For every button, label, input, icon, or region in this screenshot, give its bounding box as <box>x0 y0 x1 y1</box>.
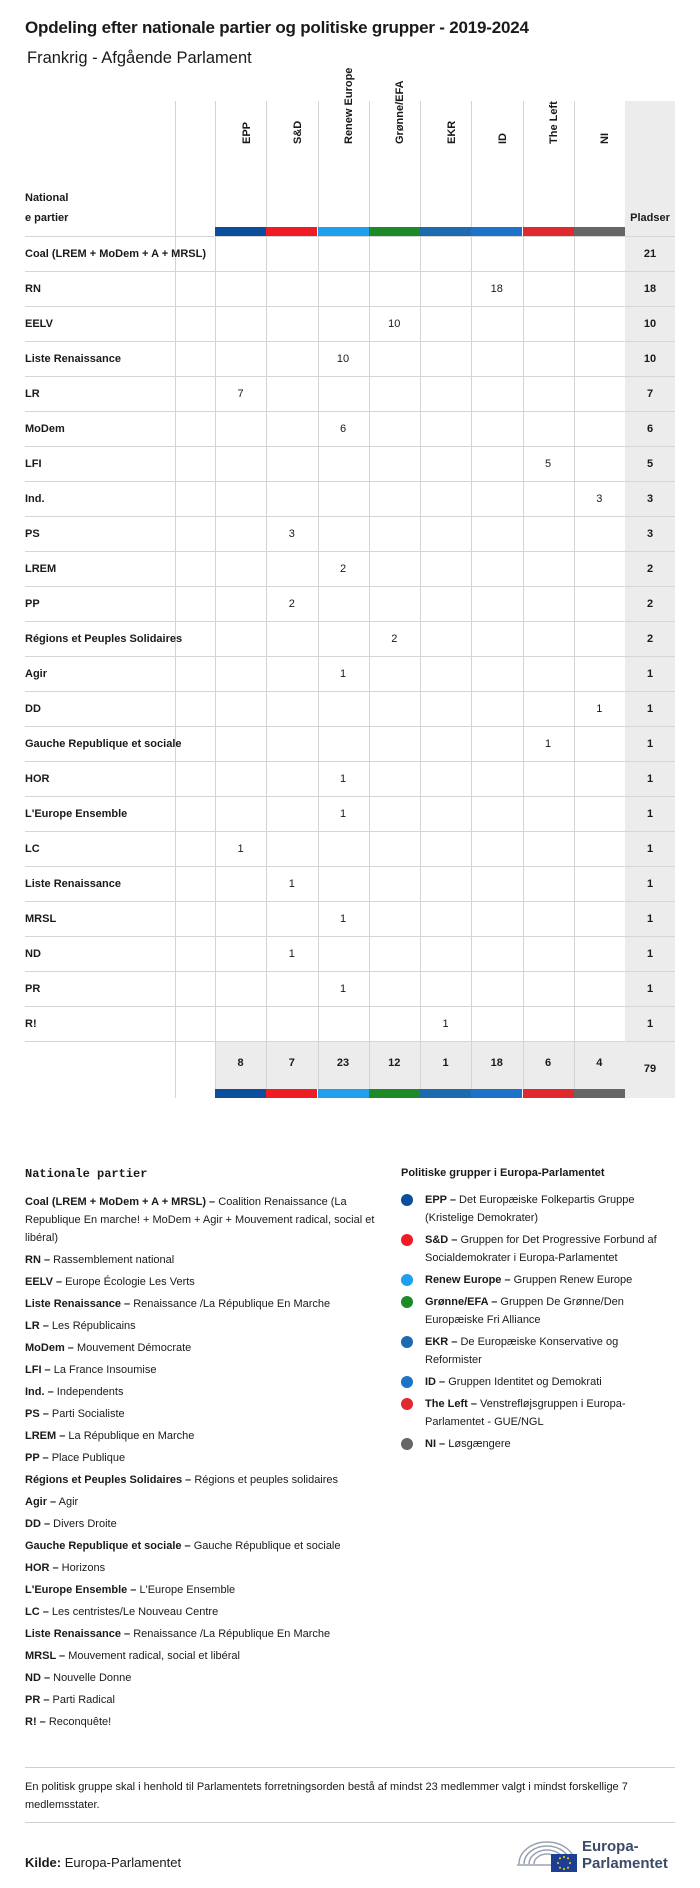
party-name: MoDem <box>25 423 65 435</box>
group-color-bar <box>215 227 266 236</box>
legend-desc: Independents <box>53 1386 124 1398</box>
table-row <box>25 622 675 657</box>
group-legend-item <box>401 1395 676 1431</box>
legend-abbr: NI – <box>425 1438 446 1450</box>
party-name: MRSL <box>25 913 57 925</box>
group-header <box>266 101 317 227</box>
legend-abbr: L'Europe Ensemble – <box>25 1584 137 1596</box>
party-name: LC <box>25 843 40 855</box>
legend-abbr: LFI – <box>25 1364 51 1376</box>
national-legend-item <box>25 1647 380 1665</box>
group-header <box>420 101 471 227</box>
seat-cell: 5 <box>544 458 552 470</box>
national-legend-item <box>25 1273 380 1291</box>
group-header-label: NI <box>599 133 612 144</box>
group-color-dot-icon <box>401 1296 413 1308</box>
seat-cell: 1 <box>339 808 347 820</box>
row-total-seats: 6 <box>646 423 654 435</box>
party-name: LFI <box>25 458 42 470</box>
group-color-dot-icon <box>401 1194 413 1206</box>
legend-desc: Parti Radical <box>49 1694 115 1706</box>
groups-legend-title: Politiske grupper i Europa-Parlamentet <box>401 1167 605 1179</box>
seat-cell: 1 <box>339 983 347 995</box>
group-legend-item <box>401 1293 676 1329</box>
national-legend-item <box>25 1669 380 1687</box>
group-legend-item <box>401 1231 676 1267</box>
legend-abbr: Coal (LREM + MoDem + A + MRSL) – <box>25 1196 216 1208</box>
group-legend-item <box>401 1333 676 1369</box>
group-color-bar <box>266 227 317 236</box>
table-row <box>25 1007 675 1042</box>
party-name: HOR <box>25 773 50 785</box>
ep-hemicycle-icon <box>515 1834 579 1874</box>
group-color-bar-bottom <box>523 1089 574 1098</box>
seat-cell: 6 <box>339 423 347 435</box>
group-color-bar <box>574 227 625 236</box>
row-total-seats: 1 <box>646 703 654 715</box>
table-row <box>25 727 675 762</box>
row-total-seats: 18 <box>643 283 657 295</box>
row-total-seats: 3 <box>646 493 654 505</box>
table-row <box>25 237 675 272</box>
legend-abbr: MRSL – <box>25 1650 66 1662</box>
national-legend-item <box>25 1713 380 1731</box>
group-header <box>471 101 522 227</box>
table-row <box>25 377 675 412</box>
legend-abbr: Gauche Republique et sociale – <box>25 1540 191 1552</box>
group-total: 23 <box>336 1057 350 1069</box>
row-total-seats: 10 <box>643 318 657 330</box>
party-name: Ind. <box>25 493 45 505</box>
table-row <box>25 902 675 937</box>
group-header-label: S&D <box>291 120 304 144</box>
legend-desc: Régions et peuples solidaires <box>191 1474 339 1486</box>
legend-abbr: ID – <box>425 1376 446 1388</box>
party-name: Gauche Republique et sociale <box>25 738 182 750</box>
seat-cell: 1 <box>339 668 347 680</box>
group-color-bar-bottom <box>266 1089 317 1098</box>
national-legend-item <box>25 1427 380 1445</box>
group-color-bar <box>471 227 522 236</box>
groups-legend <box>401 1167 676 1457</box>
table-row <box>25 587 675 622</box>
table-row <box>25 832 675 867</box>
legend-desc: Nouvelle Donne <box>50 1672 132 1684</box>
national-parties-header: National e partier <box>25 192 69 224</box>
page-subtitle: Frankrig - Afgående Parlament <box>27 49 252 67</box>
legend-abbr: PS – <box>25 1408 49 1420</box>
table-row <box>25 762 675 797</box>
legend-abbr: S&D – <box>425 1234 458 1246</box>
group-color-dot-icon <box>401 1336 413 1348</box>
table-row <box>25 517 675 552</box>
legend-abbr: DD – <box>25 1518 51 1530</box>
party-name: Coal (LREM + MoDem + A + MRSL) <box>25 248 207 260</box>
group-total: 6 <box>544 1057 552 1069</box>
table-row <box>25 482 675 517</box>
row-total-seats: 2 <box>646 563 654 575</box>
row-total-seats: 1 <box>646 668 654 680</box>
party-name: DD <box>25 703 41 715</box>
seat-cell: 7 <box>237 388 244 400</box>
legend-desc: Coalition Renaissance (La Republique En marche! + MoDem + Agir + Mouvement radical, social et libéral) <box>25 1196 375 1244</box>
legend-abbr: Grønne/EFA – <box>425 1296 498 1308</box>
national-legend-item <box>25 1405 380 1423</box>
table-row <box>25 692 675 727</box>
group-header-label: EKR <box>445 120 458 144</box>
legend-desc: Gruppen De Grønne/Den Europæiske Fri Alliance <box>425 1296 624 1326</box>
legend-desc: Renaissance /La République En Marche <box>130 1628 331 1640</box>
group-color-dot-icon <box>401 1438 413 1450</box>
group-total: 1 <box>442 1057 449 1069</box>
group-legend-item <box>401 1271 676 1289</box>
legend-abbr: PP – <box>25 1452 49 1464</box>
legend-desc: Mouvement radical, social et libéral <box>65 1650 240 1662</box>
seats-header: Pladser <box>630 212 670 224</box>
seat-cell: 3 <box>288 528 295 540</box>
legend-desc: Mouvement Démocrate <box>73 1342 192 1354</box>
legend-abbr: HOR – <box>25 1562 59 1574</box>
group-header-label: EPP <box>240 121 253 144</box>
ep-logo-text: Europa- Parlamentet <box>582 1838 668 1872</box>
legend-abbr: Renew Europe – <box>425 1274 511 1286</box>
table-row <box>25 657 675 692</box>
national-legend-item <box>25 1691 380 1709</box>
seat-cell: 18 <box>490 283 503 295</box>
legend-abbr: LC – <box>25 1606 49 1618</box>
group-color-dot-icon <box>401 1398 413 1410</box>
table-row <box>25 797 675 832</box>
group-color-dot-icon <box>401 1234 413 1246</box>
page-title: Opdeling efter nationale partier og politiske grupper - 2019-2024 <box>25 18 529 37</box>
party-name: R! <box>25 1018 37 1030</box>
seat-cell: 1 <box>339 773 347 785</box>
footnote: En politisk gruppe skal i henhold til Parlamentets forretningsorden bestå af mindst 23 medlemmer valgt i mindst forskellige 7 medlemsstater. <box>25 1781 628 1811</box>
legend-abbr: ND – <box>25 1672 51 1684</box>
group-color-dot-icon <box>401 1274 413 1286</box>
national-legend-item <box>25 1361 380 1379</box>
seat-cell: 2 <box>288 598 295 610</box>
legend-desc: Les centristes/Le Nouveau Centre <box>48 1606 219 1618</box>
national-legend-item <box>25 1603 380 1621</box>
row-total-seats: 1 <box>646 843 654 855</box>
legend-desc: Renaissance /La République En Marche <box>130 1298 331 1310</box>
legend-desc: Reconquête! <box>45 1716 112 1728</box>
row-total-seats: 1 <box>646 878 654 890</box>
national-legend-item <box>25 1537 380 1555</box>
party-name: Liste Renaissance <box>25 353 121 365</box>
table-row <box>25 937 675 972</box>
legend-desc: Gruppen Identitet og Demokrati <box>445 1376 602 1388</box>
breakdown-table <box>25 67 675 1098</box>
legend-desc: Venstrefløjsgruppen i Europa-Parlamentet - GUE/NGL <box>425 1398 626 1428</box>
national-legend-item <box>25 1581 380 1599</box>
legend-abbr: RN – <box>25 1254 51 1266</box>
group-color-bar <box>523 227 574 236</box>
legend-desc: De Europæiske Konservative og Reformister <box>425 1336 619 1366</box>
legend-abbr: Liste Renaissance – <box>25 1298 131 1310</box>
group-header <box>574 101 625 227</box>
legend-abbr: MoDem – <box>25 1342 74 1354</box>
row-total-seats: 7 <box>646 388 654 400</box>
legend-abbr: EPP – <box>425 1194 456 1206</box>
group-header-label: Renew Europe <box>343 67 355 144</box>
table-row <box>25 412 675 447</box>
party-name: ND <box>25 948 41 960</box>
legend-abbr: EKR – <box>425 1336 458 1348</box>
group-color-dot-icon <box>401 1376 413 1388</box>
group-color-bar-bottom <box>318 1089 369 1098</box>
group-header <box>318 67 369 227</box>
row-total-seats: 1 <box>646 1018 654 1030</box>
row-total-seats: 5 <box>646 458 654 470</box>
legend-abbr: Agir – <box>25 1496 57 1508</box>
group-total: 12 <box>388 1057 401 1069</box>
legend-desc: Agir <box>56 1496 79 1508</box>
group-total: 7 <box>288 1057 295 1069</box>
seat-cell: 1 <box>544 738 552 750</box>
legend-desc: Det Europæiske Folkepartis Gruppe (Kristelige Demokrater) <box>425 1194 635 1224</box>
legend-abbr: Liste Renaissance – <box>25 1628 131 1640</box>
ep-logo <box>515 1834 675 1874</box>
legend-abbr: EELV – <box>25 1276 63 1288</box>
group-color-bar <box>369 227 420 236</box>
legend-desc: Les Républicains <box>48 1320 136 1332</box>
legend-abbr: LR – <box>25 1320 49 1332</box>
seat-cell: 1 <box>237 843 244 855</box>
national-legend-item <box>25 1449 380 1467</box>
party-name: PP <box>25 598 40 610</box>
legend-desc: La République en Marche <box>65 1430 195 1442</box>
legend-abbr: LREM – <box>25 1430 66 1442</box>
row-total-seats: 1 <box>646 913 654 925</box>
seat-cell: 2 <box>391 633 398 645</box>
party-name: LREM <box>25 563 57 575</box>
legend-abbr: Ind. – <box>25 1386 54 1398</box>
footer-divider-2 <box>25 1822 675 1823</box>
row-total-seats: 2 <box>646 598 654 610</box>
source-value: Europa-Parlamentet <box>61 1855 182 1870</box>
national-legend-item <box>25 1317 380 1335</box>
source-label: Kilde: <box>25 1855 62 1870</box>
group-header <box>523 101 574 227</box>
party-name: RN <box>25 283 41 295</box>
seat-cell: 1 <box>596 703 603 715</box>
source-line <box>25 1855 181 1870</box>
group-color-bar-bottom <box>215 1089 266 1098</box>
national-legend-item <box>25 1251 380 1269</box>
table-row <box>25 867 675 902</box>
legend-desc: Divers Droite <box>50 1518 117 1530</box>
row-total-seats: 1 <box>646 948 654 960</box>
table-row <box>25 972 675 1007</box>
seat-cell: 2 <box>339 563 347 575</box>
party-name: L'Europe Ensemble <box>25 808 128 820</box>
legend-desc: Place Publique <box>48 1452 126 1464</box>
row-total-seats: 1 <box>646 773 654 785</box>
row-total-seats: 1 <box>646 808 654 820</box>
group-header <box>369 80 420 227</box>
legend-desc: L'Europe Ensemble <box>136 1584 236 1596</box>
group-legend-item <box>401 1435 676 1453</box>
table-row <box>25 342 675 377</box>
group-header <box>215 101 266 227</box>
row-total-seats: 2 <box>646 633 654 645</box>
national-legend-item <box>25 1383 380 1401</box>
legend-abbr: Régions et Peuples Solidaires – <box>25 1474 192 1486</box>
group-legend-item <box>401 1373 676 1391</box>
group-color-bar-bottom <box>471 1089 522 1098</box>
national-legend-title: Nationale partier <box>25 1167 148 1181</box>
party-name: EELV <box>25 318 53 330</box>
legend-desc: Rassemblement national <box>50 1254 175 1266</box>
legend-abbr: PR – <box>25 1694 50 1706</box>
group-color-bar <box>318 227 369 236</box>
national-legend-item <box>25 1625 380 1643</box>
national-legend-item <box>25 1193 380 1247</box>
group-color-bar-bottom <box>369 1089 420 1098</box>
legend-abbr: R! – <box>25 1716 46 1728</box>
legend-desc: Gauche République et sociale <box>190 1540 341 1552</box>
row-total-seats: 3 <box>646 528 654 540</box>
group-legend-item <box>401 1191 676 1227</box>
party-name: Agir <box>25 668 47 680</box>
row-total-seats: 1 <box>646 983 654 995</box>
footer-divider <box>25 1767 675 1768</box>
group-total: 4 <box>596 1057 603 1069</box>
group-color-bar-bottom <box>420 1089 471 1098</box>
national-legend-item <box>25 1493 380 1511</box>
table-row <box>25 552 675 587</box>
national-legend-item <box>25 1471 380 1489</box>
national-legend-item <box>25 1515 380 1533</box>
seat-cell: 10 <box>336 353 350 365</box>
group-header-label: ID <box>496 133 509 144</box>
legend-desc: Gruppen Renew Europe <box>510 1274 633 1286</box>
seat-cell: 1 <box>339 913 347 925</box>
legend-desc: Parti Socialiste <box>48 1408 125 1420</box>
seat-cell: 1 <box>288 878 295 890</box>
party-name: Liste Renaissance <box>25 878 121 890</box>
seat-cell: 10 <box>388 318 401 330</box>
national-legend-item <box>25 1559 380 1577</box>
table-row <box>25 272 675 307</box>
legend-desc: Europe Écologie Les Verts <box>62 1276 195 1288</box>
legend-desc: Løsgængere <box>445 1438 511 1450</box>
legend-desc: La France Insoumise <box>50 1364 157 1376</box>
group-header-label: Grønne/EFA <box>394 80 407 144</box>
group-color-bar <box>420 227 471 236</box>
national-legend-item <box>25 1339 380 1357</box>
table-row <box>25 307 675 342</box>
legend-desc: Horizons <box>58 1562 106 1574</box>
party-name: Régions et Peuples Solidaires <box>25 633 183 645</box>
seat-cell: 3 <box>596 493 603 505</box>
table-row <box>25 447 675 482</box>
seat-cell: 1 <box>442 1018 449 1030</box>
group-color-bar-bottom <box>574 1089 625 1098</box>
party-name: PS <box>25 528 40 540</box>
row-total-seats: 1 <box>646 738 654 750</box>
national-parties-legend <box>25 1167 380 1735</box>
group-total: 18 <box>490 1057 503 1069</box>
party-name: LR <box>25 388 40 400</box>
group-total: 8 <box>237 1057 244 1069</box>
party-name: PR <box>25 983 41 995</box>
legend-abbr: The Left – <box>425 1398 477 1410</box>
national-legend-item <box>25 1295 380 1313</box>
legend-desc: Gruppen for Det Progressive Forbund af Socialdemokrater i Europa-Parlamentet <box>425 1234 657 1264</box>
row-total-seats: 21 <box>643 248 657 260</box>
group-header-label: The Left <box>548 101 560 144</box>
seat-cell: 1 <box>288 948 295 960</box>
row-total-seats: 10 <box>643 353 657 365</box>
grand-total: 79 <box>643 1063 657 1075</box>
